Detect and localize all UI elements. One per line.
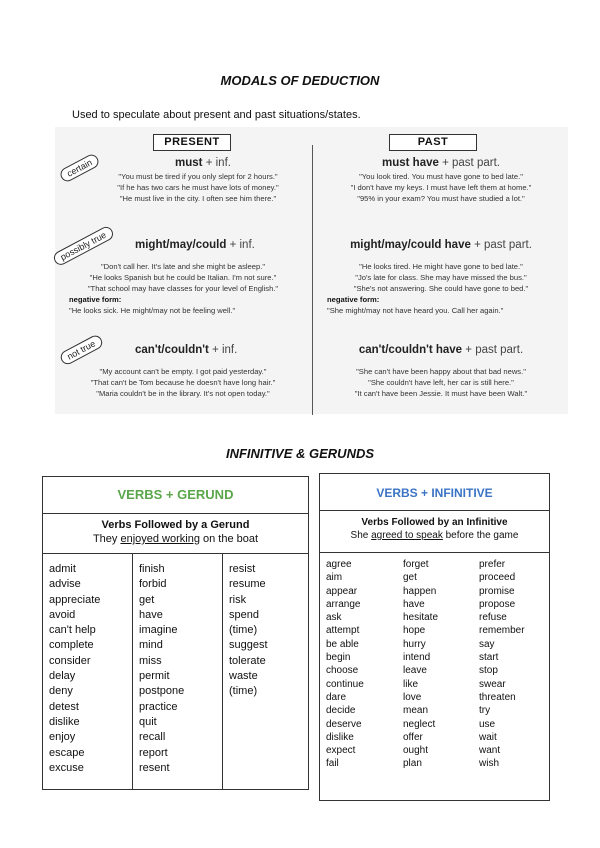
past-header: PAST xyxy=(389,134,477,151)
infinitive-table-title: VERBS + INFINITIVE xyxy=(320,474,549,511)
verb-item: forbid xyxy=(139,578,167,591)
verb-item: excuse xyxy=(49,761,84,774)
verb-item: have xyxy=(403,598,425,610)
verb-item: suggest xyxy=(229,639,268,652)
verb-item: continue xyxy=(326,678,364,690)
modals-panel xyxy=(55,127,568,414)
verb-item: report xyxy=(139,746,168,759)
infinitive-table xyxy=(319,473,550,801)
verb-item: begin xyxy=(326,652,351,664)
verb-item: promise xyxy=(479,585,515,597)
verb-item: attempt xyxy=(326,625,360,637)
example-post: before the game xyxy=(442,530,519,541)
gerund-column xyxy=(223,554,308,790)
gerund-subtitle: Verbs Followed by a Gerund xyxy=(101,519,250,531)
verb-item: permit xyxy=(139,670,170,683)
verb-item: detest xyxy=(49,700,79,713)
verb-item: dislike xyxy=(49,715,80,728)
verb-item: appreciate xyxy=(49,593,101,606)
verb-item: prefer xyxy=(479,559,506,570)
example: "I don't have my keys. I must have left them at home." xyxy=(350,183,532,192)
verb-item: neglect xyxy=(403,718,436,730)
tag-not-true: not true xyxy=(58,333,104,366)
verb-item: try xyxy=(479,705,491,717)
verb-item: aim xyxy=(326,572,343,584)
example: "Don't call her. It's late and she might be asleep." xyxy=(100,262,266,271)
tag-possibly-true: possibly true xyxy=(51,225,115,268)
section-title: INFINITIVE & GERUNDS xyxy=(225,446,375,461)
verb-item: spend xyxy=(229,608,259,621)
verb-item: happen xyxy=(403,585,437,597)
present-header: PRESENT xyxy=(153,134,231,151)
verb-item: proceed xyxy=(479,572,516,584)
example: "You look tired. You must have gone to bed late." xyxy=(359,172,523,181)
form: must xyxy=(175,157,203,169)
verb-item: stop xyxy=(479,665,498,677)
intro-text: Used to speculate about present and past situations/states. xyxy=(72,109,361,121)
verb-item: fail xyxy=(326,758,339,770)
verb-item: deserve xyxy=(326,718,362,730)
verb-item: deny xyxy=(49,685,73,698)
verb-item: love xyxy=(403,691,422,703)
present-column xyxy=(55,127,311,414)
verb-item: propose xyxy=(479,598,516,610)
verb-item: expect xyxy=(326,745,356,757)
example: "Maria couldn't be in the library. It's not open today." xyxy=(96,389,270,398)
example: "He must live in the city. I often see him there." xyxy=(119,194,277,203)
example-underlined: enjoyed working xyxy=(120,533,200,545)
form: can't/couldn't have xyxy=(358,344,463,356)
example-post: on the boat xyxy=(199,533,259,545)
verb-item: mean xyxy=(403,705,429,717)
example: "You must be tired if you only slept for 2 hours." xyxy=(118,172,278,181)
plus: + inf. xyxy=(212,344,238,356)
infinitive-column xyxy=(473,553,549,799)
gerund-column xyxy=(133,554,223,790)
past-column xyxy=(313,127,569,414)
gerund-example xyxy=(93,533,258,545)
verb-item: can't help xyxy=(49,624,96,637)
gerund-grid xyxy=(43,554,308,790)
verb-item: risk xyxy=(229,593,247,606)
verb-item: ought xyxy=(403,745,429,757)
example: "He looks tired. He might have gone to bed late." xyxy=(359,262,523,271)
verb-item: advise xyxy=(49,578,81,591)
verb-item: complete xyxy=(49,639,94,652)
verb-item: consider xyxy=(49,654,91,667)
infinitive-table-subtitle-cell xyxy=(320,511,549,553)
example: "It can't have been Jessie. It must have been Walt." xyxy=(354,389,528,398)
form: might/may/could have xyxy=(350,239,471,251)
verb-item: forget xyxy=(403,559,429,570)
infinitive-column xyxy=(397,553,473,799)
verb-item: swear xyxy=(479,678,506,690)
verb-item: appear xyxy=(326,585,358,597)
plus: + past part. xyxy=(465,344,524,356)
negative-label: negative form: xyxy=(327,295,380,304)
possible-past xyxy=(313,237,569,316)
infinitive-column xyxy=(320,553,397,799)
example: "That school may have classes for your level of English." xyxy=(87,284,279,293)
negative-example: "He looks sick. He might/may not be feeling well." xyxy=(69,306,236,315)
verb-item: dislike xyxy=(326,731,354,743)
verb-item: wait xyxy=(479,731,497,743)
possible-present xyxy=(55,237,311,316)
verb-item: intend xyxy=(403,652,431,664)
verb-item: have xyxy=(139,608,163,621)
verb-item: admit xyxy=(49,563,76,575)
example: "She's not answering. She could have gone to bed." xyxy=(353,284,529,293)
example: "My account can't be empty. I got paid yesterday." xyxy=(99,367,267,376)
plus: + past part. xyxy=(442,157,500,169)
verb-item: imagine xyxy=(139,624,178,637)
certain-past xyxy=(313,155,569,204)
verb-item: want xyxy=(479,745,501,757)
example-pre: She xyxy=(350,530,372,541)
verb-item: plan xyxy=(403,758,422,770)
verb-item: offer xyxy=(403,731,423,743)
negative-example: "She might/may not have heard you. Call her again." xyxy=(327,306,504,315)
verb-item: decide xyxy=(326,705,356,717)
verb-item: miss xyxy=(139,654,162,667)
verb-item: like xyxy=(403,678,419,690)
verb-item: choose xyxy=(326,665,359,677)
infinitive-subtitle: Verbs Followed by an Infinitive xyxy=(361,517,508,528)
verb-item: dare xyxy=(326,691,347,703)
verb-item: finish xyxy=(139,563,165,575)
not-true-past xyxy=(313,342,569,399)
verb-item: ask xyxy=(326,612,342,624)
verb-item: tolerate xyxy=(229,654,266,667)
verb-item: practice xyxy=(139,700,178,713)
example: "That can't be Tom because he doesn't have long hair." xyxy=(90,378,276,387)
gerund-column xyxy=(43,554,133,790)
gerund-table xyxy=(42,476,309,790)
verb-item: hesitate xyxy=(403,612,439,624)
example: "95% in your exam? You must have studied a lot." xyxy=(357,194,525,203)
example-underlined: agreed to speak xyxy=(371,530,443,541)
form: can't/couldn't xyxy=(135,344,209,356)
verb-item: hurry xyxy=(403,638,426,650)
verb-item: postpone xyxy=(139,685,185,698)
tag-certain: certain xyxy=(58,152,101,184)
gerund-table-title: VERBS + GERUND xyxy=(43,477,308,514)
page-title: MODALS OF DEDUCTION xyxy=(220,73,380,88)
verb-item: leave xyxy=(403,665,427,677)
verb-item: be able xyxy=(326,638,359,650)
verb-item: get xyxy=(139,593,155,606)
verb-item: start xyxy=(479,652,499,664)
verb-item: wish xyxy=(479,758,500,770)
verb-item: waste xyxy=(229,670,258,683)
infinitive-grid xyxy=(320,553,549,799)
verb-item: get xyxy=(403,572,417,584)
verb-item: hope xyxy=(403,625,426,637)
verb-item: enjoy xyxy=(49,731,76,744)
verb-item: (time) xyxy=(229,685,258,698)
plus: + past part. xyxy=(474,239,532,251)
verb-item: recall xyxy=(139,731,166,744)
example: "He looks Spanish but he could be Italian. I'm not sure." xyxy=(89,273,277,282)
verb-item: mind xyxy=(139,639,163,652)
verb-item: agree xyxy=(326,559,352,570)
example: "She couldn't have left, her car is still here." xyxy=(368,378,514,387)
example: "Jo's late for class. She may have missed the bus." xyxy=(355,273,527,282)
infinitive-example xyxy=(351,530,519,541)
example: "She can't have been happy about that bad news." xyxy=(356,367,526,376)
verb-item: use xyxy=(479,718,496,730)
plus: + inf. xyxy=(205,157,231,169)
example-pre: They xyxy=(92,533,121,545)
verb-item: resent xyxy=(139,761,170,774)
verb-item: say xyxy=(479,638,495,650)
form: must have xyxy=(382,157,439,169)
verb-item: (time) xyxy=(229,624,258,637)
negative-label: negative form: xyxy=(69,295,122,304)
verb-item: delay xyxy=(49,670,76,683)
gerund-table-subtitle-cell xyxy=(43,514,308,554)
verb-item: remember xyxy=(479,625,525,637)
verb-item: resist xyxy=(229,563,256,575)
example: "If he has two cars he must have lots of money." xyxy=(117,183,279,192)
verb-item: avoid xyxy=(49,608,76,621)
verb-item: threaten xyxy=(479,691,516,703)
verb-item: refuse xyxy=(479,612,507,624)
verb-item: arrange xyxy=(326,598,361,610)
verb-item: quit xyxy=(139,715,157,728)
verb-item: resume xyxy=(229,578,266,591)
form: might/may/could xyxy=(135,239,227,251)
plus: + inf. xyxy=(229,239,255,251)
verb-item: escape xyxy=(49,746,85,759)
